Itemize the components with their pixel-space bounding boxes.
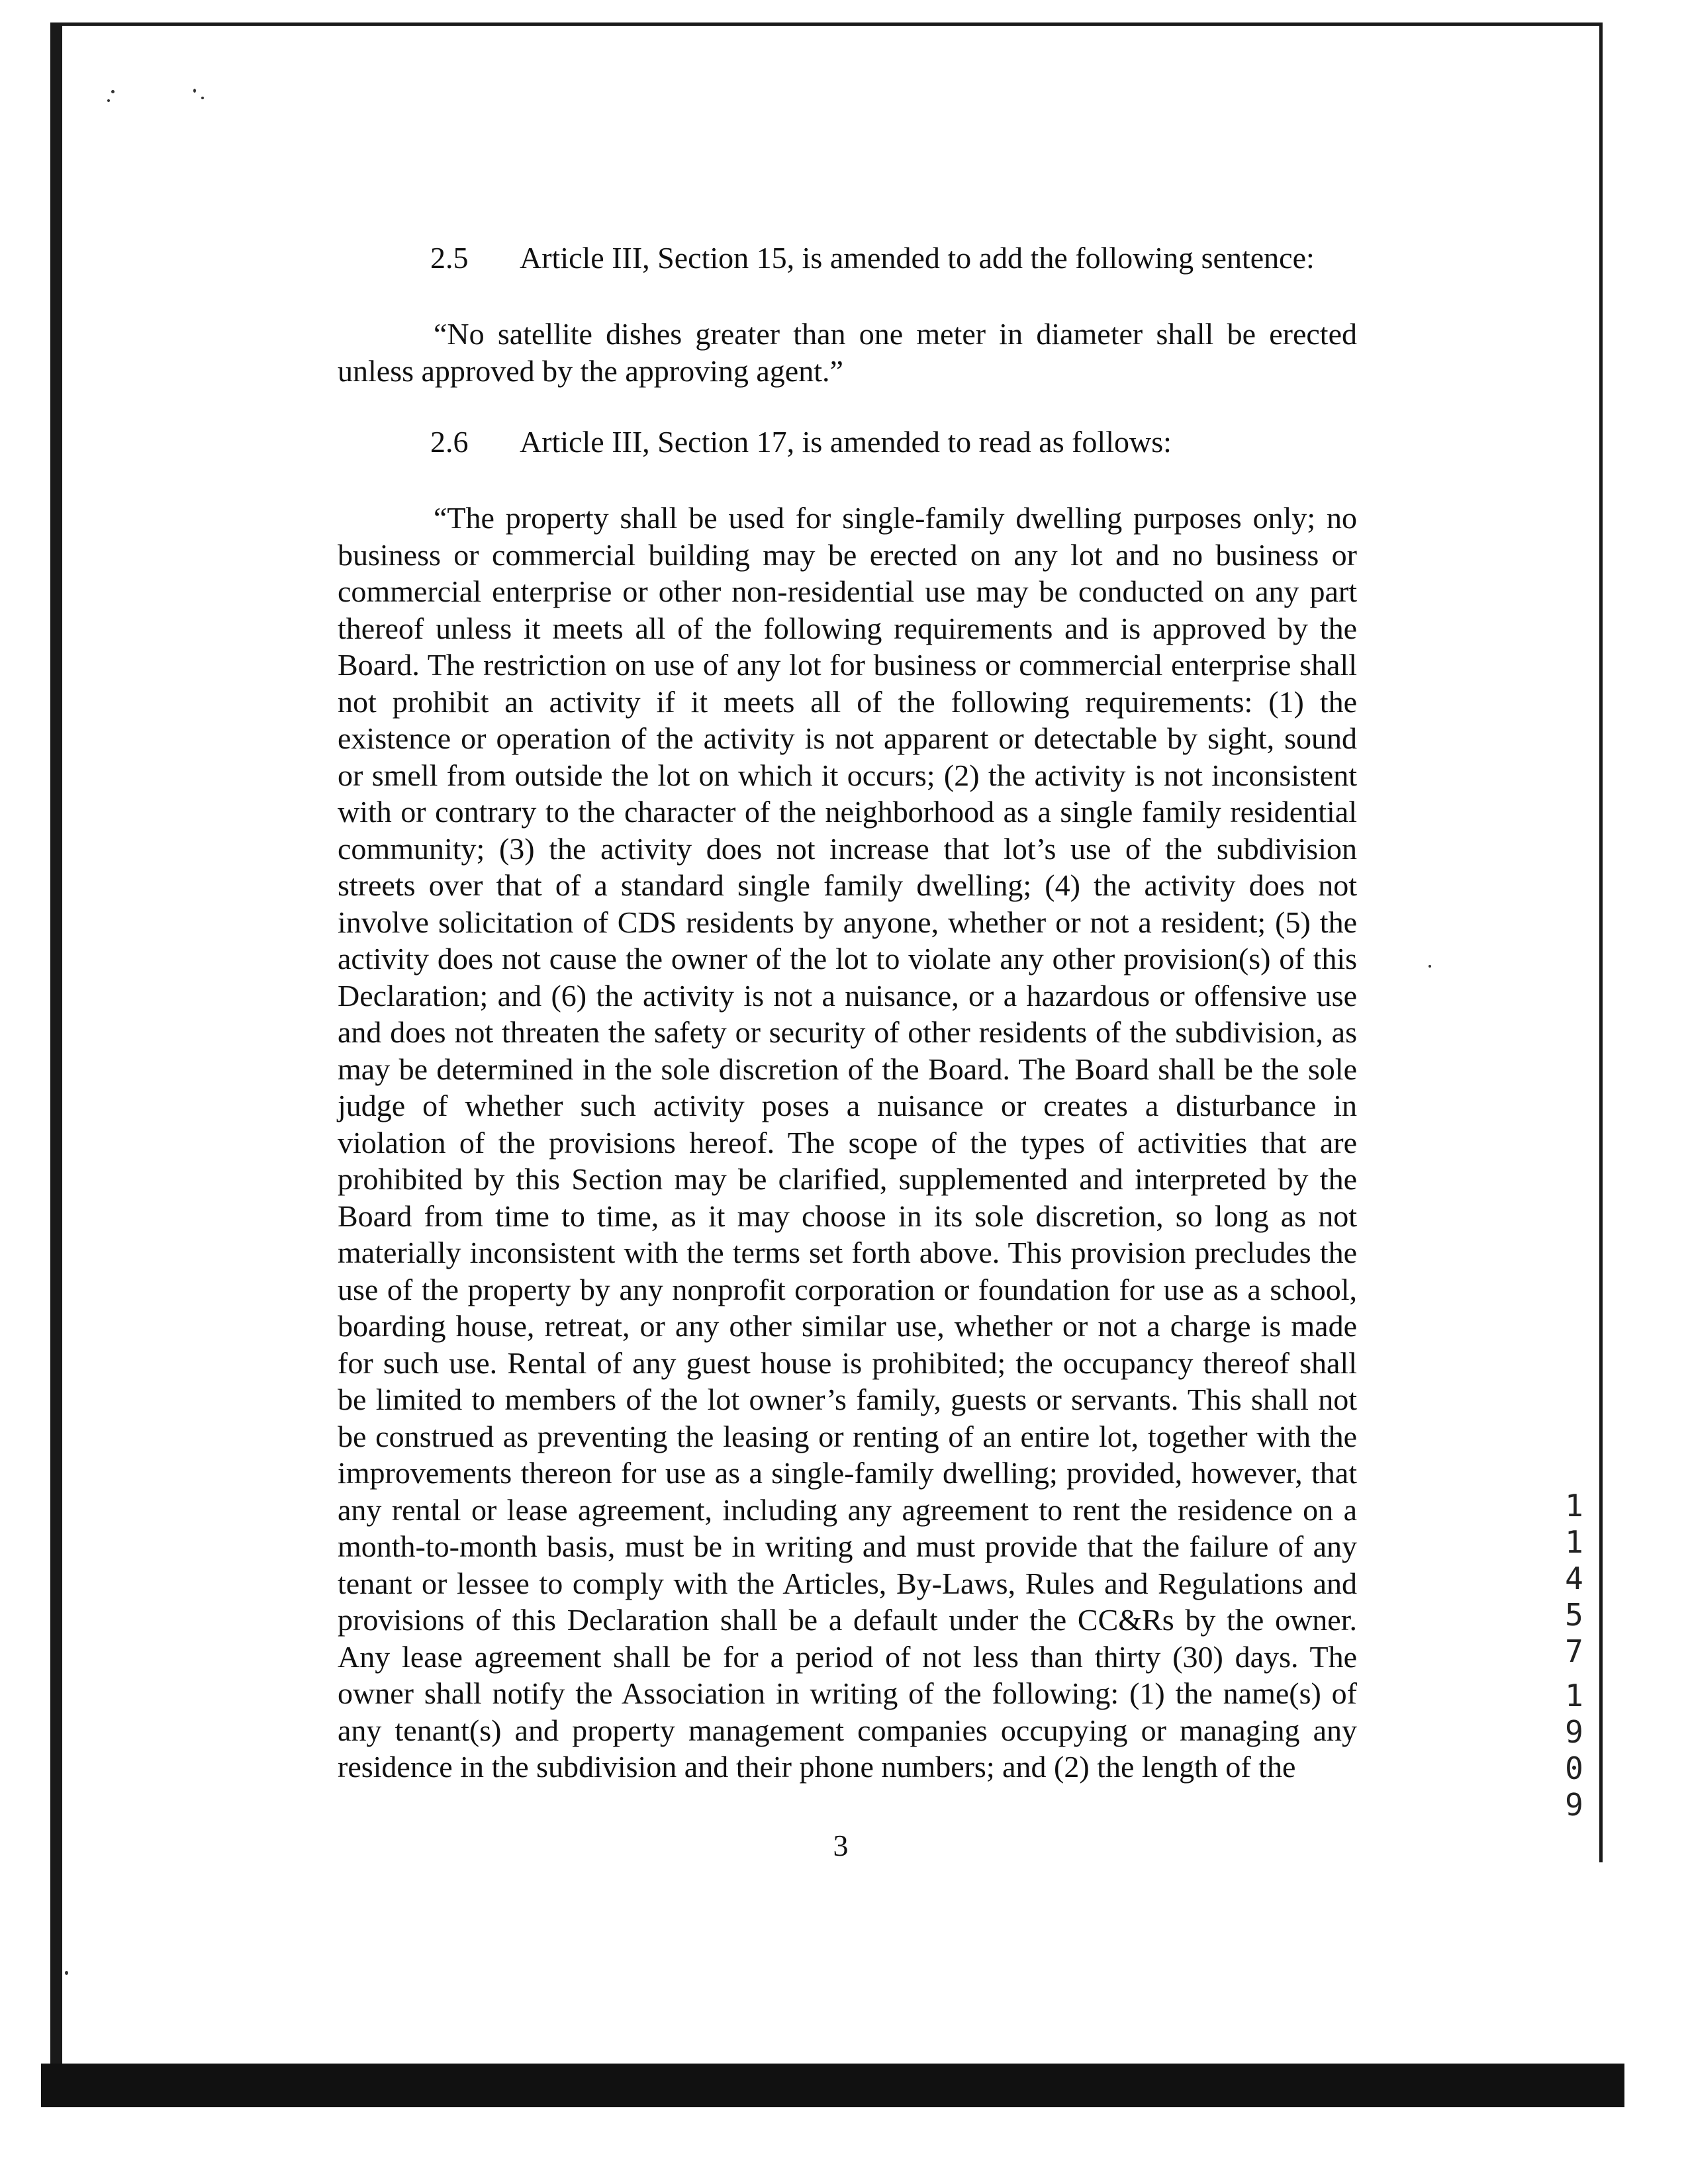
scan-speck [201,97,204,99]
section-2-5-heading [430,240,1315,277]
scan-speck [111,90,115,93]
recording-stamp-lower [1561,1678,1587,1823]
stamp-digit: 1 [1565,1524,1583,1560]
section-heading-text: Article III, Section 17, is amended to read as follows: [520,425,1172,459]
scan-speck [107,99,110,102]
stamp-digit: 4 [1565,1561,1583,1596]
stamp-digit: 9 [1565,1787,1583,1823]
stamp-digit: 1 [1565,1488,1583,1524]
scan-speck [65,1971,68,1975]
stamp-digit: 1 [1565,1678,1583,1713]
section-heading-text: Article III, Section 15, is amended to add the following sentence: [520,241,1315,275]
stamp-digit: 5 [1565,1597,1583,1633]
scan-speck [193,89,196,93]
section-number: 2.5 [430,241,469,275]
scan-border-bottom [41,2064,1624,2107]
recording-stamp-upper [1561,1488,1587,1670]
scan-speck [1429,965,1431,968]
stamp-digit: 9 [1565,1714,1583,1750]
page-number: 3 [833,1829,849,1862]
scan-border-right [1599,23,1603,1862]
scan-border-left [50,23,62,2068]
section-2-6-quote: “The property shall be used for single-family dwelling purposes only; no business or commercial building may be erected on any lot and no business or commercial enterprise or other non-residential use may be conducted on any part thereof unless it meets all of the following requirements and is approved by the Board. The restriction on use of any lot for business or commercial enterprise shall not prohibit an activity if it meets all of the following requirements: (1) the existence or operation of the activity is not apparent or detectable by sight, sound or smell from outside the lot on which it occurs; (2) the activity is not inconsistent with or contrary to the character of the neighborhood as a single family residential community; (3) the activity does not increase that lot’s use of the subdivision streets over that of a standard single family dwelling; (4) the activity does not involve solicitation of CDS residents by anyone, whether or not a resident; (5) the activity does not cause the owner of the lot to violate any other provision(s) of this Declaration; and (6) the activity is not a nuisance, or a hazardous or offensive use and does not threaten the safety or security of other residents of the subdivision, as may be determined in the sole discretion of the Board. The Board shall be the sole judge of whether such activity poses a nuisance or creates a disturbance in violation of the provisions hereof. The scope of the types of activities that are prohibited by this Section may be clarified, supplemented and interpreted by the Board from time to time, as it may choose in its sole discretion, so long as not materially inconsistent with the terms set forth above. This provision precludes the use of the property by any nonprofit corporation or foundation for use as a school, boarding house, retreat, or any other similar use, whether or not a charge is made for such use. Rental of any guest house is prohibited; the occupancy thereof shall be limited to members of the lot owner’s family, guests or servants. This shall not be construed as preventing the leasing or renting of an entire lot, together with the improvements thereon for use as a single-family dwelling; provided, however, that any rental or lease agreement, including any agreement to rent the residence on a month-to-month basis, must be in writing and must provide that the failure of any tenant or lessee to comply with the Articles, By-Laws, Rules and Regulations and provisions of this Declaration shall be a default under the CC&Rs by the owner. Any lease agreement shall be for a period of not less than thirty (30) days. The owner shall notify the Association in writing of the following: (1) the name(s) of any tenant(s) and property management companies occupying or managing any residence in the subdivision and their phone numbers; and (2) the length of the [338,501,1357,1784]
scan-border-top [60,23,1602,26]
section-2-6-heading [430,424,1172,461]
section-2-5-quote: “No satellite dishes greater than one meter in diameter shall be erected unless approved by the approving agent.” [338,317,1357,388]
stamp-digit: 7 [1565,1633,1583,1669]
section-number: 2.6 [430,425,469,459]
stamp-digit: 0 [1565,1751,1583,1786]
